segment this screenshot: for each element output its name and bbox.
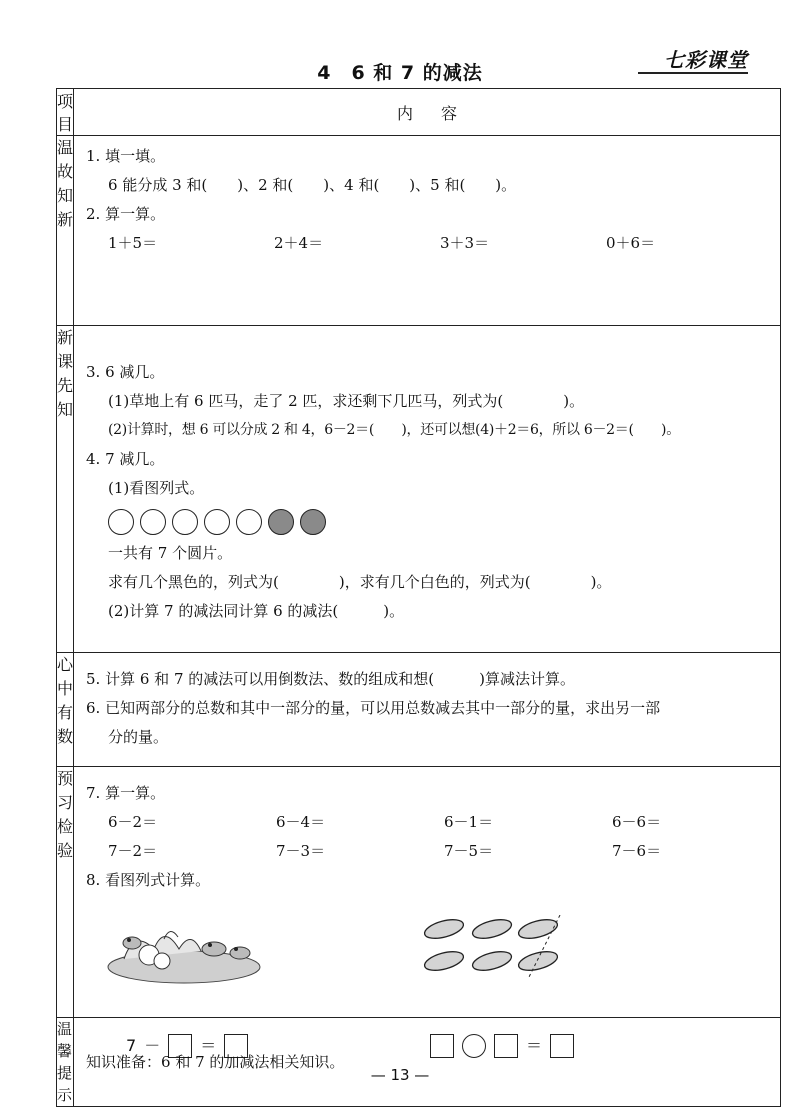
question-5: 5. 计算 6 和 7 的减法可以用倒数法、数的组成和想( )算减法计算。 <box>86 670 575 688</box>
eq-equals: ＝ <box>200 1036 217 1055</box>
white-circle <box>236 509 262 535</box>
section-preview <box>57 326 781 653</box>
white-circle <box>108 509 134 535</box>
page-title: 4 6 和 7 的减法 <box>317 62 483 84</box>
calc-row-2 <box>86 837 780 866</box>
question-3-2: (2)计算时，想 6 可以分成 2 和 4，6－2＝( )，还可以想(4)＋2＝6，所以 6－2＝( )。 <box>108 422 680 438</box>
section-label-tip: 温馨 提示 <box>57 1018 74 1107</box>
question-4-2: (2)计算 7 的减法同计算 6 的减法( )。 <box>108 602 405 620</box>
dark-circle <box>300 509 326 535</box>
question-8: 8. 看图列式计算。 <box>86 871 211 889</box>
calc-item: 6－1＝ <box>444 813 494 831</box>
calc-item: 1＋5＝ <box>108 234 158 252</box>
eq-equals: ＝ <box>526 1036 543 1055</box>
section-label-summary: 心 中 有 数 <box>57 653 74 767</box>
calc-item: 7－2＝ <box>108 842 158 860</box>
calc-item: 6－6＝ <box>612 813 662 831</box>
calc-row-1 <box>86 808 780 837</box>
calc-item: 3＋3＝ <box>440 234 490 252</box>
calc-item: 7－3＝ <box>276 842 326 860</box>
calc-item: 0＋6＝ <box>606 234 656 252</box>
leaves-illustration <box>420 915 570 981</box>
section-review <box>57 136 781 326</box>
calc-item: 6－4＝ <box>276 813 326 831</box>
section-content-review <box>74 136 781 326</box>
question-2-items <box>86 229 780 258</box>
question-3-1: (1)草地上有 6 匹马，走了 2 匹，求还剩下几匹马，列式为( )。 <box>108 392 585 410</box>
circle-counters <box>86 509 780 535</box>
calc-item: 7－6＝ <box>612 842 662 860</box>
question-6-cont: 分的量。 <box>108 728 169 746</box>
brand-logo: 七彩课堂 <box>664 48 748 72</box>
section-content-preview <box>74 326 781 653</box>
tip-text: 知识准备：6 和 7 的加减法相关知识。 <box>86 1052 345 1071</box>
question-7: 7. 算一算。 <box>86 784 166 802</box>
section-content-check <box>74 767 781 1055</box>
section-summary <box>57 653 781 767</box>
table-header-row <box>57 89 781 136</box>
question-2: 2. 算一算。 <box>86 205 166 223</box>
section-label-preview: 新 课 先 知 <box>57 326 74 653</box>
dark-circle <box>268 509 294 535</box>
section-check <box>57 767 781 1018</box>
eq-number: 7 <box>126 1036 137 1055</box>
question-1-line: 6 能分成 3 和( )、2 和( )、4 和( )、5 和( )。 <box>108 176 517 194</box>
worksheet-table <box>56 88 781 1107</box>
question-4-count: 一共有 7 个圆片。 <box>108 544 233 562</box>
section-label-review: 温 故 知 新 <box>57 136 74 326</box>
question-4: 4. 7 减几。 <box>86 450 165 468</box>
question-3: 3. 6 减几。 <box>86 363 165 381</box>
calc-item: 6－2＝ <box>108 813 158 831</box>
header-content: 内容 <box>74 89 781 136</box>
white-circle <box>204 509 230 535</box>
calc-item: 2＋4＝ <box>274 234 324 252</box>
question-4-1: (1)看图列式。 <box>108 479 205 497</box>
question-4-ask: 求有几个黑色的，列式为( )，求有几个白色的，列式为( )。 <box>108 573 612 591</box>
white-circle <box>140 509 166 535</box>
question-6: 6. 已知两部分的总数和其中一部分的量，可以用总数减去其中一部分的量，求出另一部 <box>86 699 661 717</box>
section-content-summary <box>74 653 781 767</box>
header-item: 项目 <box>57 89 74 136</box>
frogs-on-lotus-illustration <box>104 919 264 985</box>
calc-item: 7－5＝ <box>444 842 494 860</box>
page-number: — 13 — <box>370 1066 430 1084</box>
white-circle <box>172 509 198 535</box>
brand-underline <box>638 72 748 74</box>
section-label-check: 预 习 检 验 <box>57 767 74 1018</box>
question-1: 1. 填一填。 <box>86 147 166 165</box>
eq-minus: － <box>144 1036 161 1055</box>
